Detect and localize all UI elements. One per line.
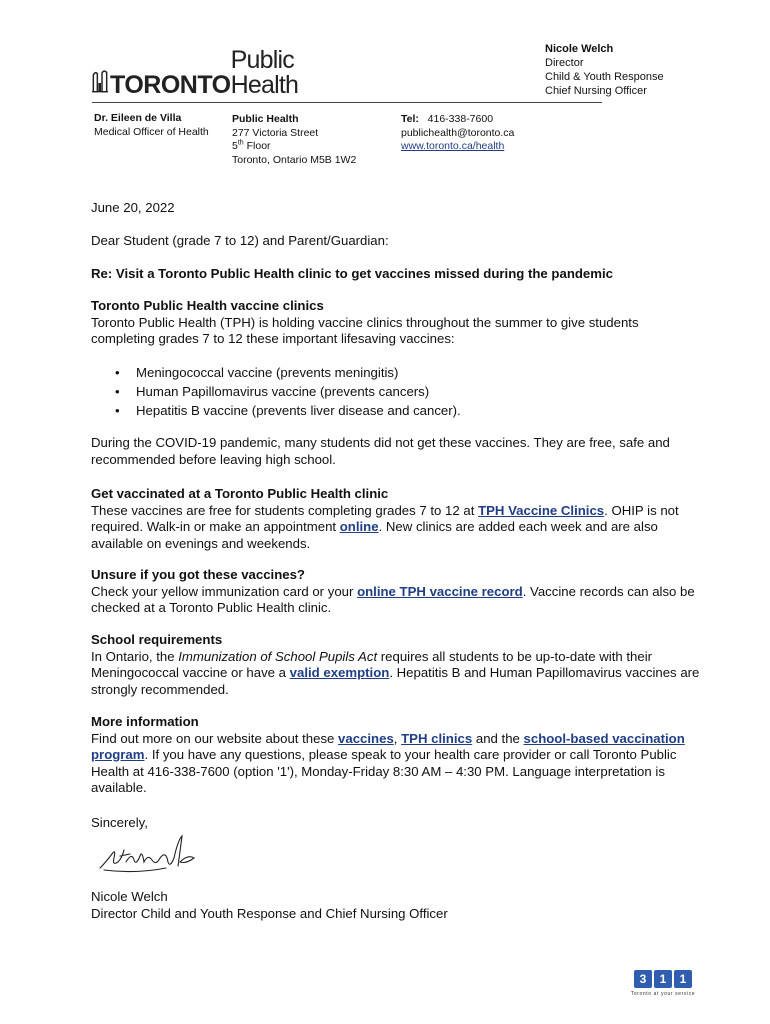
section-text: Toronto Public Health (TPH) is holding vaccine clinics throughout the summer to give students completing grades 7 to 12 these important lifesaving vaccines: xyxy=(91,314,639,346)
section-unsure xyxy=(91,567,701,617)
signatory-name: Nicole Welch xyxy=(91,889,168,904)
tph-vaccine-clinics-link[interactable]: TPH Vaccine Clinics xyxy=(478,502,605,518)
section-school-requirements xyxy=(91,632,701,698)
letter-date: June 20, 2022 xyxy=(91,200,175,215)
logo-311-tagline: Toronto at your service xyxy=(630,991,696,997)
section-clinics xyxy=(91,298,701,348)
email-address: publichealth@toronto.ca xyxy=(401,126,515,139)
subject-line: Re: Visit a Toronto Public Health clinic to get vaccines missed during the pandemic xyxy=(91,266,613,281)
city-hall-icon xyxy=(92,64,108,98)
covid-paragraph: During the COVID-19 pandemic, many students did not get these vaccines. They are free, safe and recommended before leaving high school. xyxy=(91,435,670,467)
address-heading: Public Health xyxy=(232,113,299,125)
section-heading: School requirements xyxy=(91,632,223,647)
section-text: Find out more on our website about these vaccines, TPH clinics and the school-based vaccination program. If you have any questions, please speak to your health care provider or call Toronto Public Health at 416-338-7600 (option '1'), Monday-Friday 8:30 AM – 4:30 PM. Language interpretation is available. xyxy=(91,730,685,795)
address-floor: 5th Floor xyxy=(232,139,271,152)
digit-box: 1 xyxy=(654,970,672,988)
list-item: • Human Papillomavirus vaccine (prevents cancers) xyxy=(91,382,701,401)
logo-subtitle: Public Health xyxy=(230,46,299,99)
section-more-info xyxy=(91,714,701,797)
section-heading: Unsure if you got these vaccines? xyxy=(91,567,305,582)
signatory-title: Director Child and Youth Response and Chief Nursing Officer xyxy=(91,905,448,921)
moh-name: Dr. Eileen de Villa xyxy=(94,112,182,124)
director-title-1: Director xyxy=(545,57,584,69)
phone-line xyxy=(401,113,514,127)
vaccines-link[interactable]: vaccines xyxy=(338,730,394,746)
contact-block xyxy=(401,113,514,154)
section-heading: Get vaccinated at a Toronto Public Health clinic xyxy=(91,486,389,501)
tel-label: Tel: xyxy=(401,113,419,125)
online-appointment-link[interactable]: online xyxy=(339,519,379,534)
website-link[interactable]: www.toronto.ca/health xyxy=(401,140,505,152)
handwritten-signature xyxy=(96,832,206,876)
toronto-public-health-logo xyxy=(92,46,322,99)
section-heading: Toronto Public Health vaccine clinics xyxy=(91,298,324,313)
moh-block xyxy=(94,112,209,139)
address-city: Toronto, Ontario M5B 1W2 xyxy=(232,153,357,166)
address-street: 277 Victoria Street xyxy=(232,126,319,139)
tel-number: 416-338-7600 xyxy=(427,113,494,125)
section-get-vaccinated xyxy=(91,486,701,552)
director-title-2: Child & Youth Response xyxy=(545,71,664,83)
school-program-link[interactable]: school-based vaccination program xyxy=(91,730,685,762)
digit-box: 1 xyxy=(674,970,692,988)
director-title-3: Chief Nursing Officer xyxy=(545,85,647,97)
moh-title: Medical Officer of Health xyxy=(94,125,209,138)
section-text: In Ontario, the Immunization of School Pupils Act requires all students to be up-to-date with their Meningococcal vaccine or have a valid exemption. Hepatitis B and Human Papillomavirus vaccines are strongly recommended. xyxy=(91,648,700,697)
valid-exemption-link[interactable]: valid exemption xyxy=(289,665,390,680)
address-block xyxy=(232,113,356,167)
list-item: • Hepatitis B vaccine (prevents liver disease and cancer). xyxy=(91,401,701,420)
header-divider xyxy=(92,102,602,103)
section-heading: More information xyxy=(91,714,199,729)
section-text: These vaccines are free for students completing grades 7 to 12 at TPH Vaccine Clinics. OHIP is not required. Walk-in or make an appointment online. New clinics are added each week and are also available on evenings and weekends. xyxy=(91,502,679,551)
director-block xyxy=(545,42,664,98)
logo-brand: TORONTO xyxy=(110,71,231,99)
salutation: Dear Student (grade 7 to 12) and Parent/Guardian: xyxy=(91,233,389,248)
section-text: Check your yellow immunization card or your online TPH vaccine record. Vaccine records can also be checked at a Toronto Public Health clinic. xyxy=(91,583,695,615)
list-item: • Meningococcal vaccine (prevents meningitis) xyxy=(91,363,701,382)
closing: Sincerely, xyxy=(91,815,148,830)
logo-311 xyxy=(626,970,700,1000)
vaccine-record-link[interactable]: online TPH vaccine record xyxy=(357,583,523,599)
digit-box: 3 xyxy=(634,970,652,988)
vaccine-list xyxy=(91,363,701,420)
signatory xyxy=(91,889,701,922)
tph-clinics-link[interactable]: TPH clinics xyxy=(401,730,473,746)
director-name: Nicole Welch xyxy=(545,43,614,55)
